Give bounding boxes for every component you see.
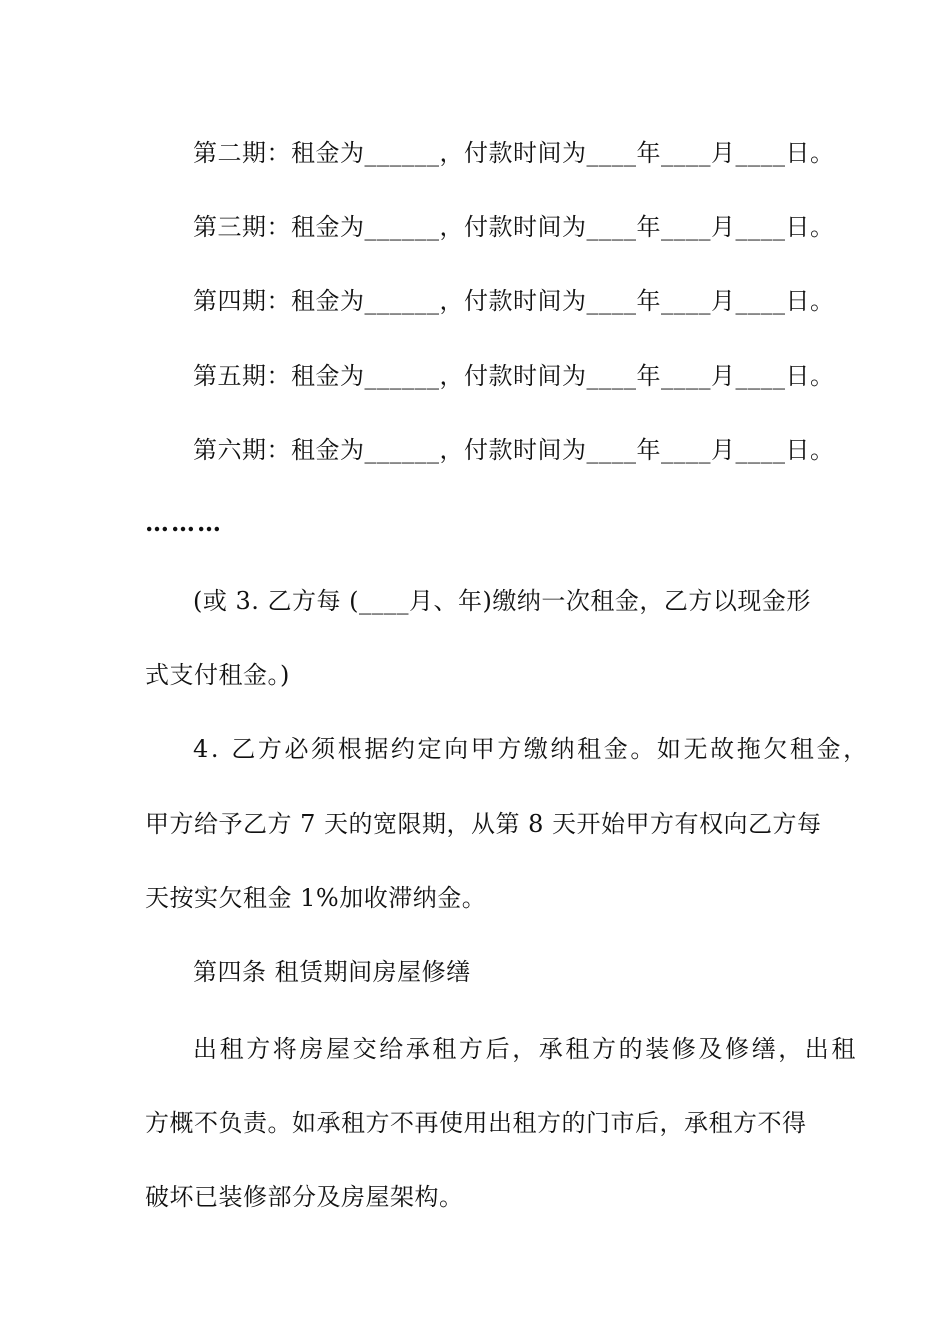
payment-period-5: 第五期：租金为______，付款时间为____年____月____日。 <box>193 362 835 390</box>
ellipsis-line: ……… <box>145 508 223 537</box>
clause-3-alt-line-2: 式支付租金。) <box>145 661 290 689</box>
payment-period-6: 第六期：租金为______，付款时间为____年____月____日。 <box>193 436 835 464</box>
payment-period-3: 第三期：租金为______，付款时间为____年____月____日。 <box>193 213 835 241</box>
clause-4-line-3: 天按实欠租金 1%加收滞纳金。 <box>145 884 487 912</box>
article-4-heading: 第四条 租赁期间房屋修缮 <box>193 958 471 986</box>
payment-period-2: 第二期：租金为______，付款时间为____年____月____日。 <box>193 139 835 167</box>
clause-3-alt-line-1: (或 3. 乙方每 (____月、年)缴纳一次租金，乙方以现金形 <box>193 587 811 615</box>
payment-period-4: 第四期：租金为______，付款时间为____年____月____日。 <box>193 287 835 315</box>
repair-paragraph-line-3: 破坏已装修部分及房屋架构。 <box>145 1183 464 1211</box>
repair-paragraph-line-1: 出租方将房屋交给承租方后，承租方的装修及修缮，出租 <box>193 1035 858 1063</box>
clause-4-line-2: 甲方给予乙方 7 天的宽限期，从第 8 天开始甲方有权向乙方每 <box>145 810 822 838</box>
repair-paragraph-line-2: 方概不负责。如承租方不再使用出租方的门市后，承租方不得 <box>145 1109 807 1137</box>
clause-4-line-1: 4. 乙方必须根据约定向甲方缴纳租金。如无故拖欠租金， <box>193 735 870 763</box>
